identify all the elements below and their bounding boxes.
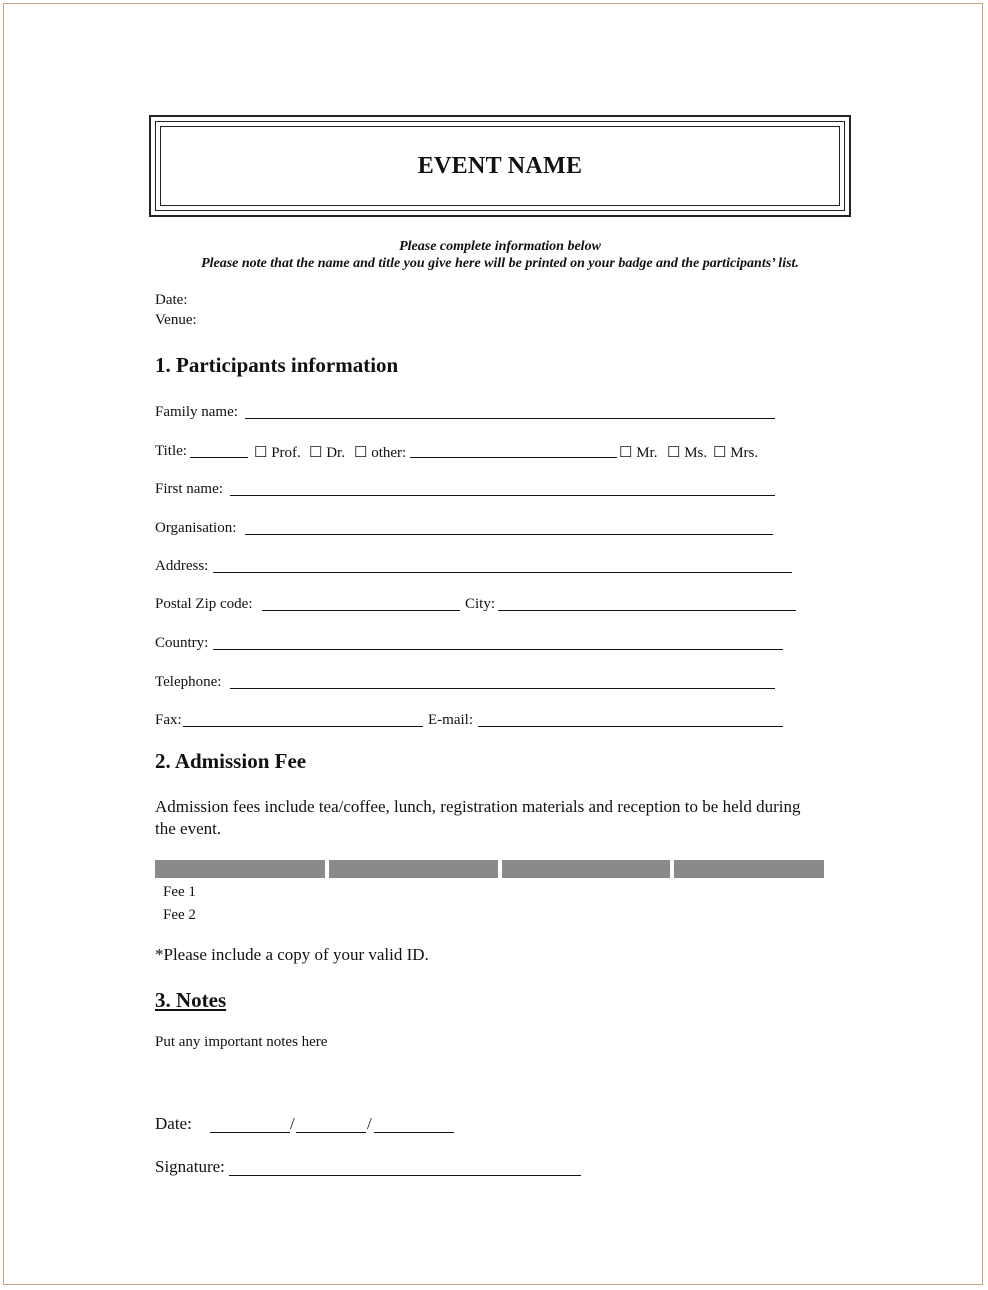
signature-label: Signature: <box>155 1157 225 1176</box>
city-field[interactable] <box>498 596 796 611</box>
first-name-label: First name: <box>155 481 223 497</box>
fax-label: Fax: <box>155 712 182 728</box>
dr-checkbox[interactable]: ☐ Dr. <box>309 445 345 461</box>
fee-table-header-cell-4 <box>674 860 824 878</box>
section-2-heading: 2. Admission Fee <box>155 749 307 773</box>
signature-field[interactable] <box>229 1159 581 1176</box>
mrs-checkbox[interactable]: ☐ Mrs. <box>713 445 759 461</box>
postal-code-label: Postal Zip code: <box>155 596 253 612</box>
event-name-title: EVENT NAME <box>417 152 583 179</box>
address-field[interactable] <box>213 558 792 573</box>
date-month-field[interactable] <box>296 1116 366 1133</box>
date-label: Date: <box>155 292 188 308</box>
notes-text: Put any important notes here <box>155 1034 328 1050</box>
title-label: Title: <box>155 443 187 459</box>
fee-table-header-cell-1 <box>155 860 325 878</box>
signature-date-label: Date: <box>155 1114 192 1133</box>
country-field[interactable] <box>213 635 783 650</box>
email-field[interactable] <box>478 712 783 727</box>
mr-checkbox[interactable]: ☐ Mr. <box>619 445 658 461</box>
fee-table-header-cell-2 <box>329 860 498 878</box>
date-separator-2: / <box>367 1114 372 1133</box>
date-year-field[interactable] <box>374 1116 454 1133</box>
email-label: E-mail: <box>428 712 473 728</box>
admission-description: Admission fees include tea/coffee, lunch, registration materials and reception to be held during the event. <box>155 797 801 838</box>
first-name-field[interactable] <box>230 481 775 496</box>
notice-line-2: Please note that the name and title you give here will be printed on your badge and the participants’ list. <box>201 256 799 271</box>
title-frame <box>149 115 851 217</box>
id-note: *Please include a copy of your valid ID. <box>155 945 429 964</box>
date-day-field[interactable] <box>210 1116 290 1133</box>
fee-table-header-cell-3 <box>502 860 670 878</box>
section-1-heading: 1. Participants information <box>155 353 399 377</box>
country-label: Country: <box>155 635 209 651</box>
section-3-heading: 3. Notes <box>155 988 227 1012</box>
family-name-label: Family name: <box>155 404 238 420</box>
ms-checkbox[interactable]: ☐ Ms. <box>667 445 708 461</box>
address-label: Address: <box>155 558 209 574</box>
organisation-field[interactable] <box>245 520 773 535</box>
prof-checkbox[interactable]: ☐ Prof. <box>254 445 301 461</box>
telephone-field[interactable] <box>230 674 775 689</box>
postal-code-field[interactable] <box>262 596 460 611</box>
notice-line-1: Please complete information below <box>399 239 601 254</box>
fee-row-1: Fee 1 <box>163 884 196 900</box>
fax-field[interactable] <box>183 712 423 727</box>
date-separator-1: / <box>290 1114 295 1133</box>
fee-row-2: Fee 2 <box>163 907 196 923</box>
family-name-field[interactable] <box>245 404 775 419</box>
title-field[interactable] <box>190 443 248 458</box>
title-frame-mid <box>155 121 845 211</box>
venue-label: Venue: <box>155 312 197 328</box>
other-title-field[interactable] <box>410 443 617 458</box>
telephone-label: Telephone: <box>155 674 222 690</box>
other-checkbox[interactable]: ☐ other: <box>354 445 407 461</box>
organisation-label: Organisation: <box>155 520 237 536</box>
city-label: City: <box>465 596 496 612</box>
title-frame-inner <box>160 126 840 206</box>
